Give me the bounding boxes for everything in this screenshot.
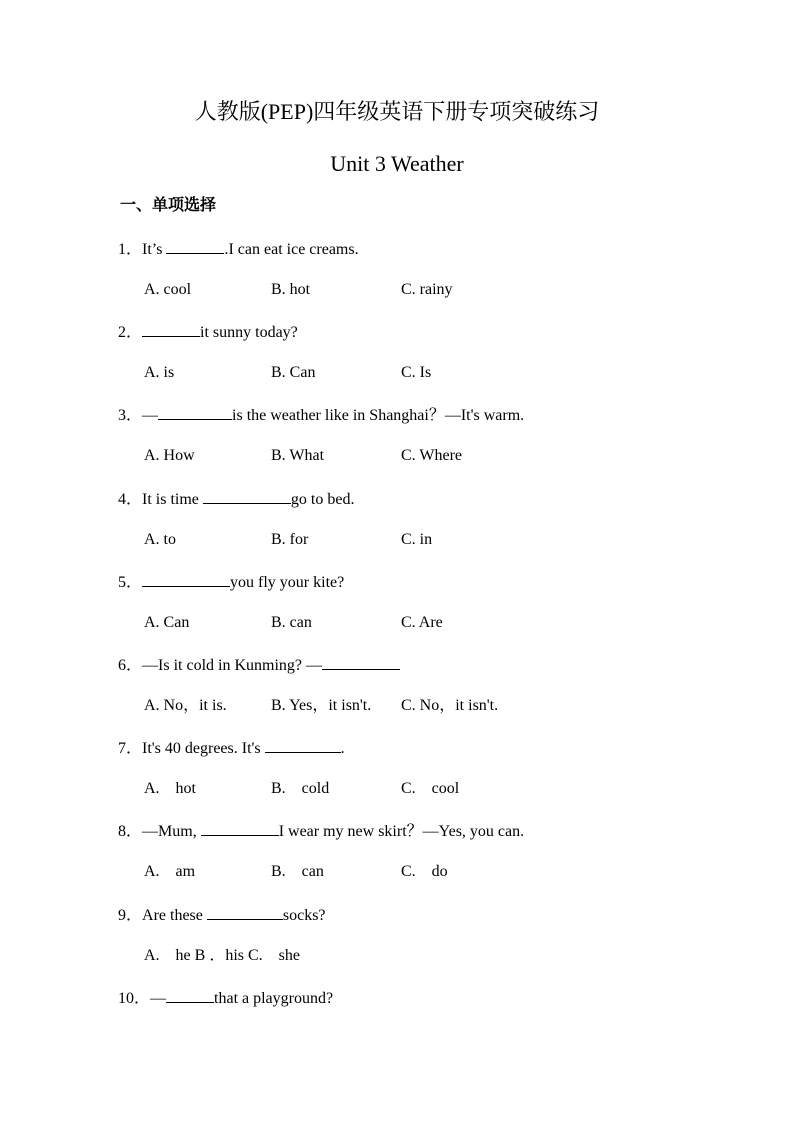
option-b: B. Yes，it isn't. [271,697,372,714]
document-title: 人教版(PEP)四年级英语下册专项突破练习 [194,99,600,124]
question-text-pre: — [142,407,159,424]
answer-blank [207,904,283,920]
question-7 [118,737,345,759]
question-text-post: . [340,740,345,757]
question-10 [118,987,333,1009]
question-number: 3． [118,407,143,424]
question-text-pre: —Mum, [142,823,201,840]
question-number: 4． [118,491,143,508]
question-text-pre: It's 40 degrees. It's [142,740,265,757]
option-a: A. No，it is. [144,697,227,714]
question-number: 5． [118,574,143,591]
option-a: A. cool [144,281,192,298]
option-a: A. Can [144,614,190,631]
question-text-post: that a playground? [214,990,334,1007]
question-text-post: go to bed. [290,491,355,508]
question-2 [118,321,298,343]
question-text-post: I wear my new skirt？—Yes, you can. [278,823,525,840]
question-text-post: it sunny today? [200,324,298,341]
answer-blank [265,737,341,753]
question-text-post: socks? [282,907,326,924]
question-1 [118,238,359,260]
question-number: 7． [118,740,143,757]
answer-blank [142,571,230,587]
question-number: 10． [118,990,151,1007]
question-number: 1． [118,241,143,258]
question-text-pre: It is time [142,491,203,508]
option-b: B. for [271,531,309,548]
option-b: B. can [271,863,324,880]
section-heading: 一、单项选择 [120,195,217,214]
question-text-post: you fly your kite? [230,574,345,591]
question-8 [118,820,524,842]
question-number: 9． [118,907,143,924]
question-text-post: .I can eat ice creams. [224,241,359,258]
option-c: C. rainy [401,281,453,298]
option-c: C. cool [401,780,460,797]
document-subtitle: Unit 3 Weather [330,151,464,176]
option-a: A. is [144,364,175,381]
option-a: A. am [144,863,196,880]
option-b: B. What [271,447,325,464]
option-c: C. in [401,531,433,548]
question-6 [118,654,400,676]
question-9 [118,904,326,926]
answer-blank [142,321,200,337]
answer-blank [166,238,224,254]
question-text-post: is the weather like in Shanghai？—It's warm. [232,407,525,424]
option-b: B. cold [271,780,330,797]
question-4 [118,488,354,510]
option-a: A. to [144,531,176,548]
question-3 [118,404,524,426]
answer-blank [158,404,232,420]
option-c: C. do [401,863,448,880]
option-a: A. How [144,447,195,464]
question-number: 2． [118,324,143,341]
question-text-pre: —Is it cold in Kunming? — [142,657,322,674]
option-b: B. Can [271,364,316,381]
option-c: C. No，it isn't. [401,697,499,714]
question-number: 6． [118,657,143,674]
option-a: A. hot [144,780,196,797]
question-text-pre: — [150,990,167,1007]
answer-blank [201,820,279,836]
question-text-pre: It’s [142,241,167,258]
question-number: 8． [118,823,143,840]
answer-blank [203,488,291,504]
answer-blank [166,987,214,1003]
answer-blank [322,654,400,670]
question-5 [118,571,344,593]
option-b: B. can [271,614,312,631]
option-c: C. Is [401,364,432,381]
question-text-pre: Are these [142,907,207,924]
option-c: C. Where [401,447,463,464]
option-line: A. he B ．his C. she [144,947,301,964]
option-c: C. Are [401,614,443,631]
option-b: B. hot [271,281,311,298]
